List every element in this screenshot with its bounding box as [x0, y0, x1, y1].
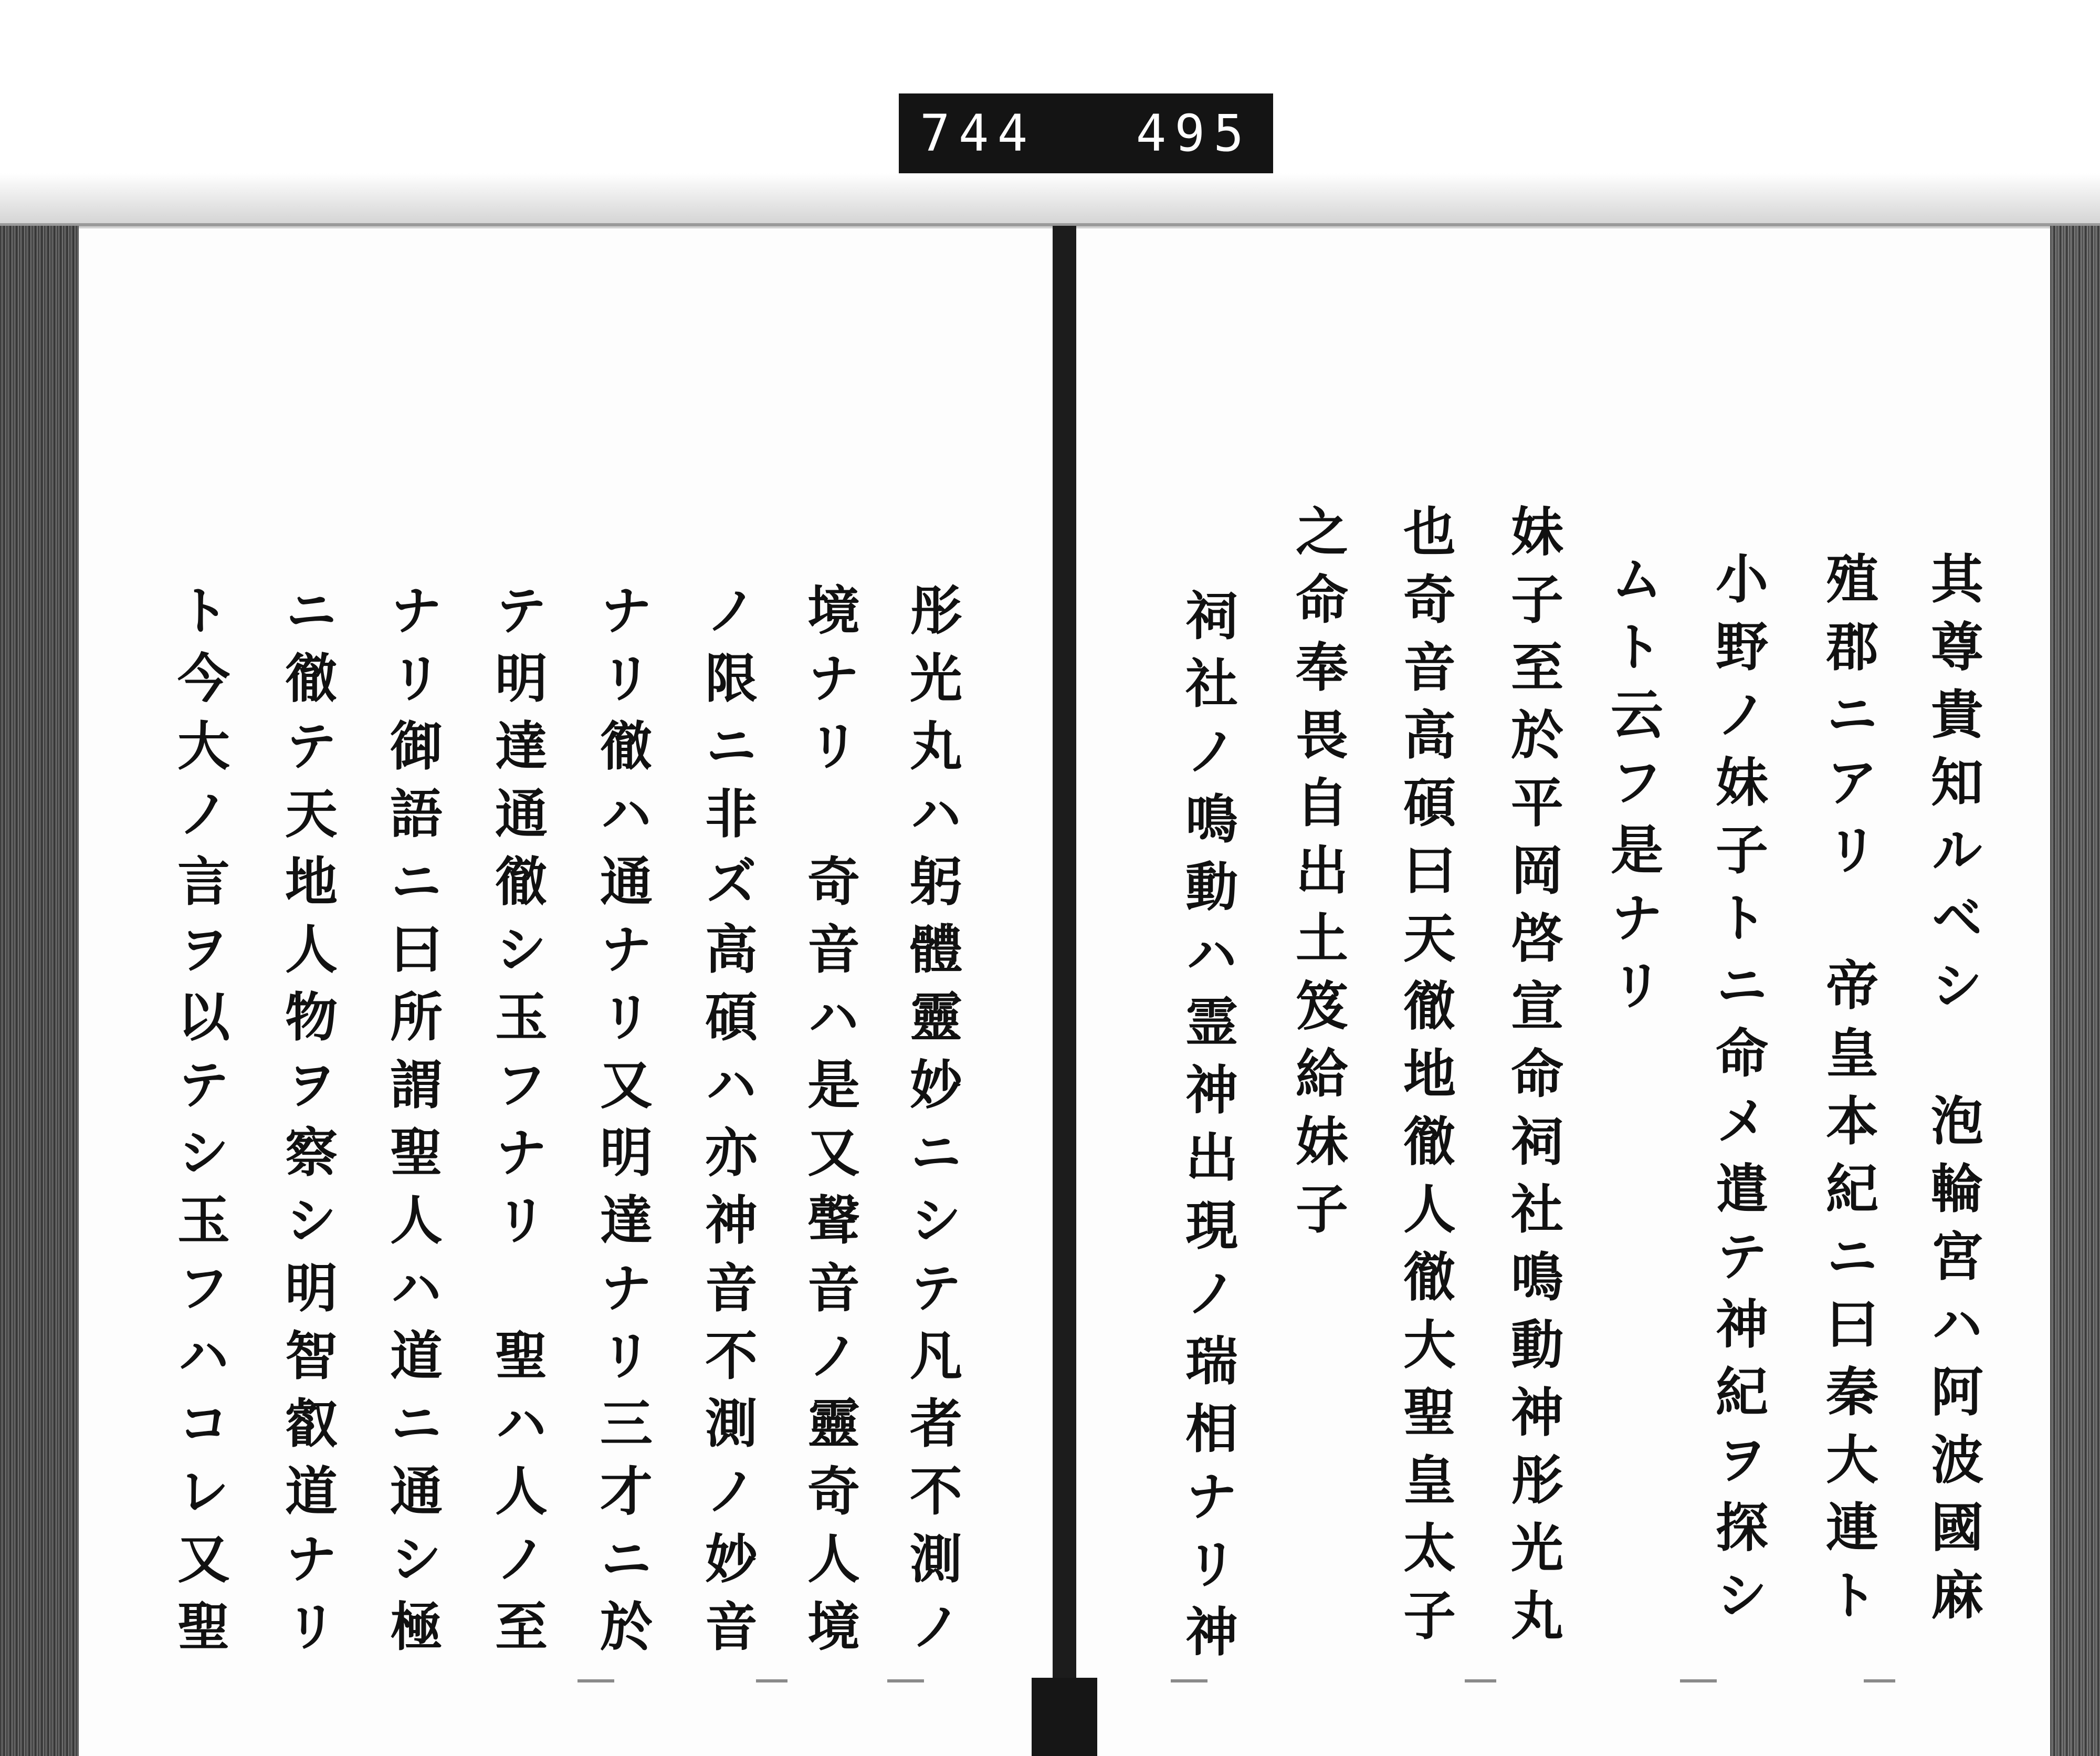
frame-number-left: 744: [920, 104, 1036, 163]
page-stack-left-edge: [0, 226, 79, 1756]
left-page-column-1: 彤光丸ハ躬體靈妙ニシテ凡者不測ノ: [901, 583, 963, 1667]
bottom-margin-mark: [887, 1679, 924, 1682]
right-page-column-8: 祠社ノ鳴動ハ霊神出現ノ瑞相ナリ神: [1177, 588, 1238, 1672]
book-top-edge: [0, 223, 2100, 226]
right-page-column-7: 之命奉畏自出土笈給妹子: [1287, 504, 1349, 1249]
left-page-column-4: ナリ徹ハ通ナリ又明達ナリ三才ニ於: [591, 583, 653, 1667]
frame-number-label: [899, 93, 1273, 173]
right-page-column-1: 其尊貴知ルベシ 泡輪宮ハ阿波國麻: [1922, 551, 1984, 1635]
right-page-column-2: 殖郡ニアリ 帝皇本紀ニ曰秦大連ト: [1817, 551, 1879, 1635]
left-page-column-3: ノ限ニ非ズ高碩ハ亦神音不測ノ妙音: [696, 583, 758, 1667]
right-page-column-4: ムト云フ是ナリ: [1602, 551, 1664, 1026]
left-page-column-5: テ明達通徹シ玉フナリ 聖ハ人ノ至: [486, 583, 548, 1667]
gutter-foot: [1032, 1678, 1097, 1756]
frame-number-right: 495: [1136, 104, 1252, 163]
bottom-margin-mark: [1171, 1679, 1208, 1682]
bottom-margin-mark: [1864, 1679, 1895, 1682]
page-stack-right-edge: [2050, 226, 2100, 1756]
book-gutter: [1053, 226, 1076, 1756]
right-page-column-6: 也奇音高碩曰天徹地徹人徹大聖皇太子: [1394, 504, 1456, 1656]
bottom-margin-mark: [578, 1679, 614, 1682]
left-page-column-6: ナリ御語ニ曰所謂聖人ハ道ニ通シ極: [381, 583, 443, 1667]
bottom-margin-mark: [1680, 1679, 1717, 1682]
bottom-margin-mark: [756, 1679, 788, 1682]
left-page-column-8: ト今大ノ言ヲ以テシ玉フハコレ又聖: [169, 583, 230, 1667]
right-page-column-5: 妹子至於平岡啓宣命祠社鳴動神彤光丸: [1502, 504, 1564, 1656]
left-page-column-2: 境ナリ 奇音ハ是又聲音ノ靈奇人境: [799, 583, 860, 1667]
right-page-column-3: 小野ノ妹子トニ命メ遣テ神紀ヲ探シ: [1707, 551, 1769, 1635]
left-page-column-7: ニ徹テ天地人物ヲ察シ明智叡道ナリ: [276, 583, 338, 1667]
bottom-margin-mark: [1465, 1679, 1496, 1682]
scan-top-margin: [0, 173, 2100, 231]
